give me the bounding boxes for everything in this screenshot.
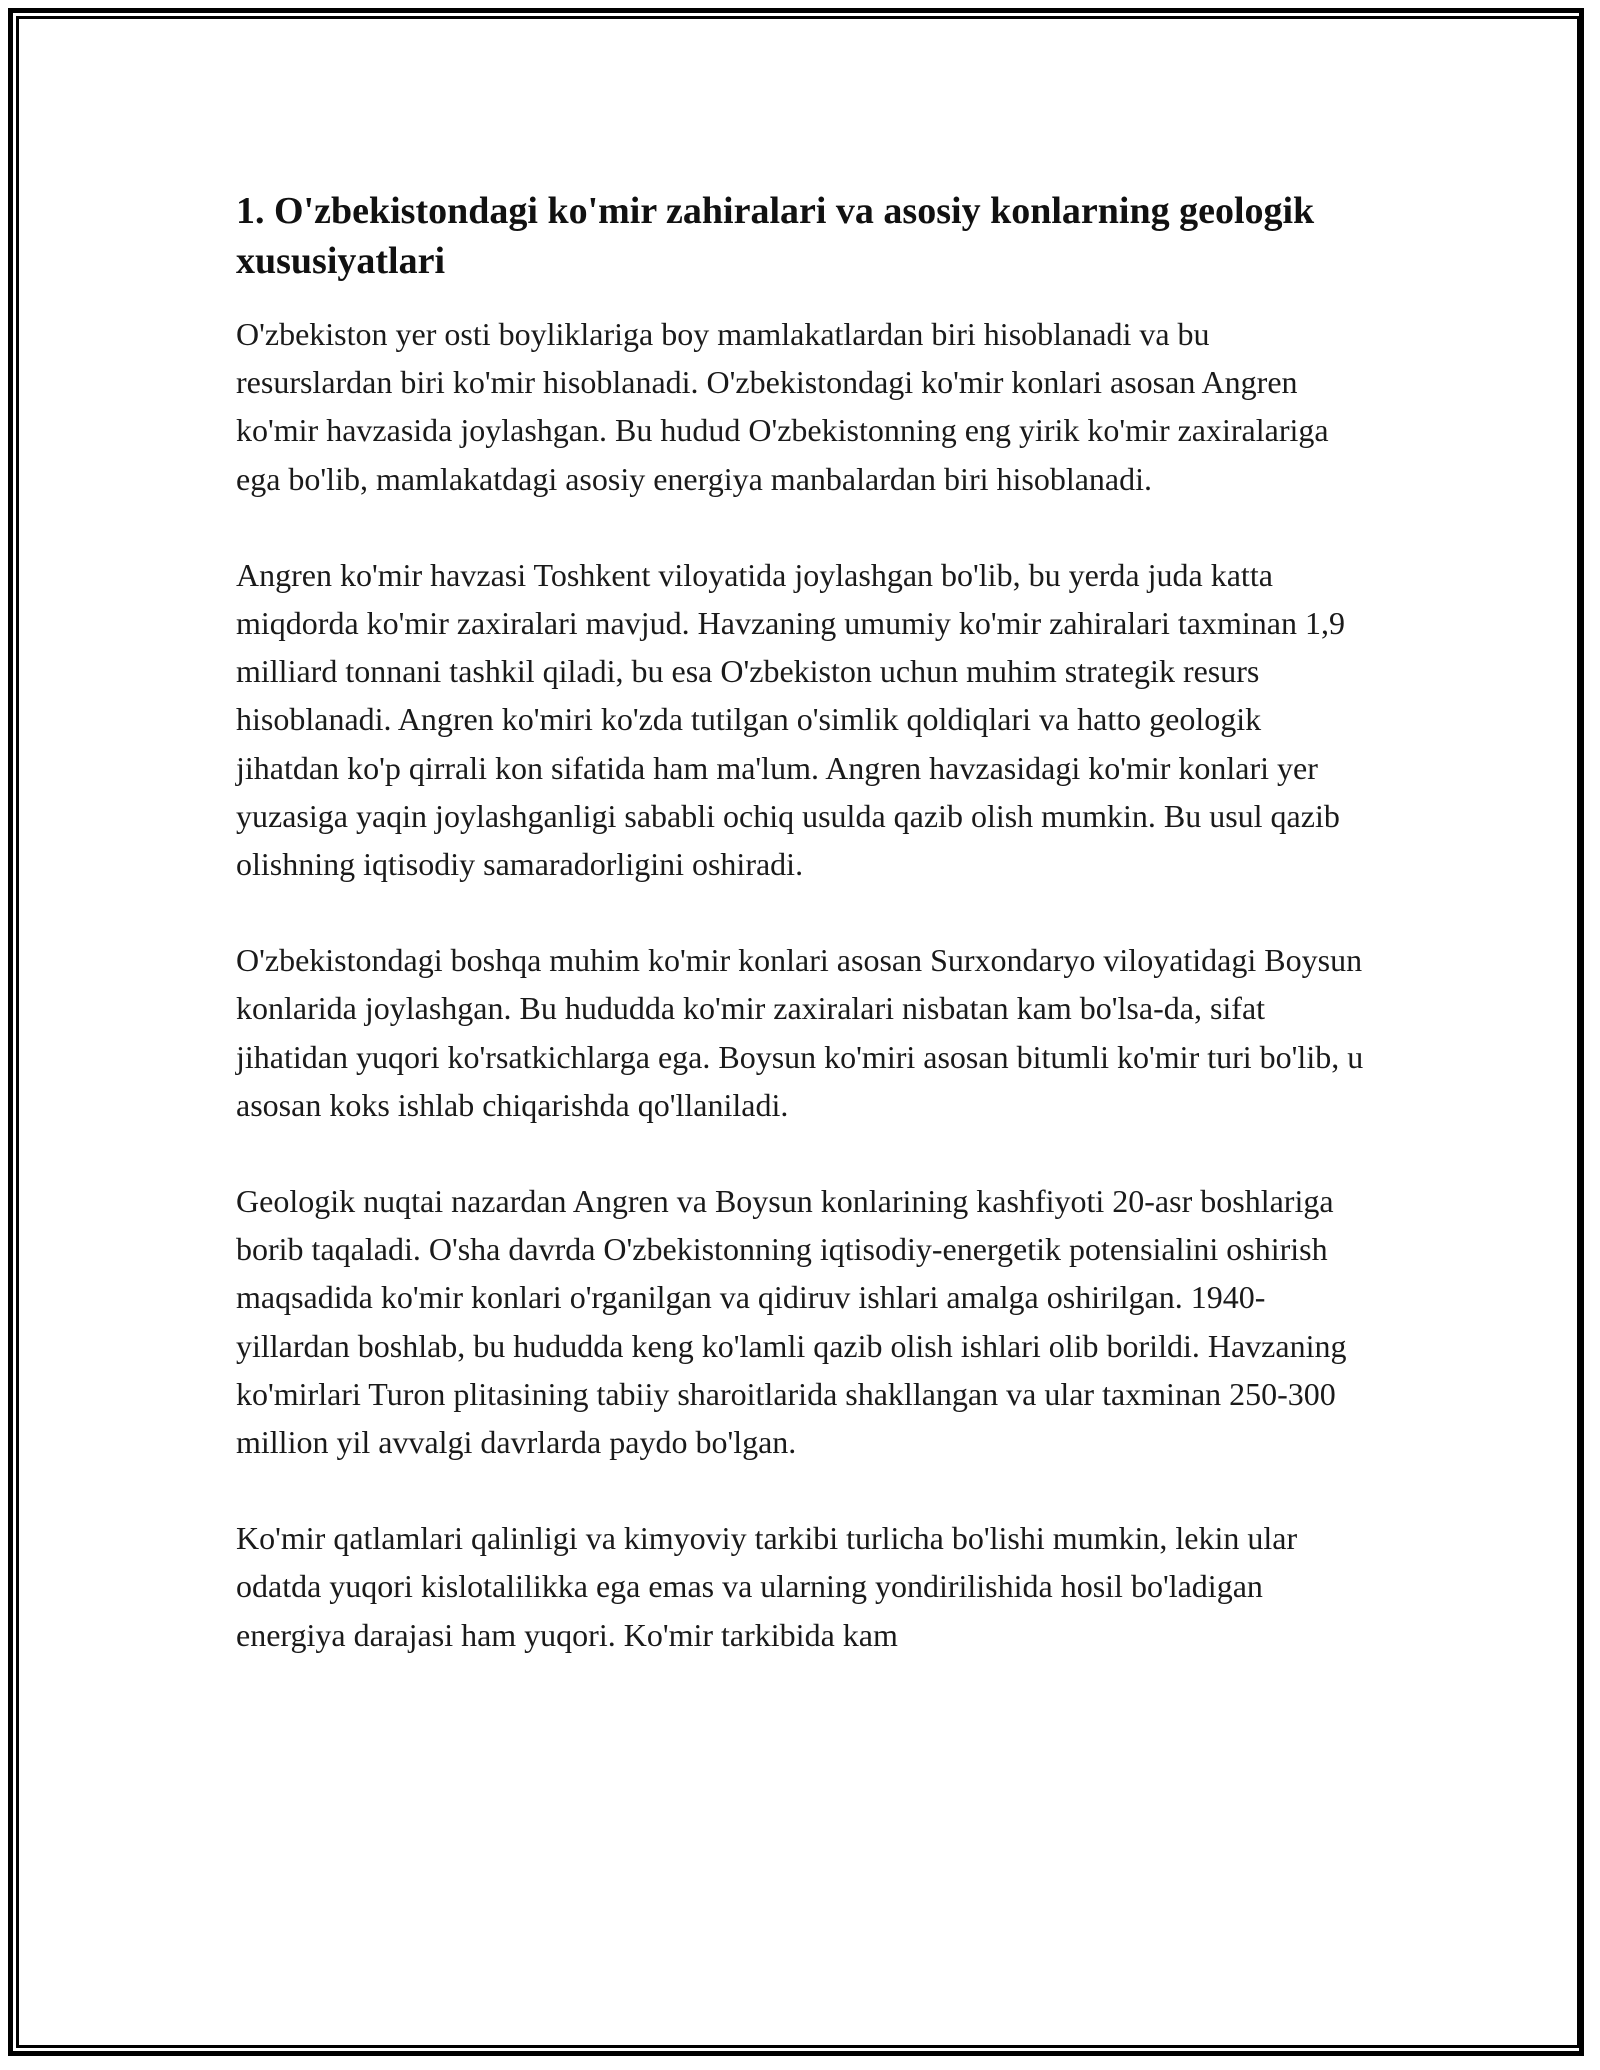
paragraph-4: Geologik nuqtai nazardan Angren va Boysun konlarining kashfiyoti 20-asr boshlariga borib taqaladi. O'sha davrda O'zbekistonning iqtisodiy-energetik potensialini oshirish maqsadida ko'mir konlari o'rganilgan va qidiruv ishlari amalga oshirilgan. 1940-yillardan boshlab, bu hududda keng ko'lamli qazib olish ishlari olib borildi. Havzaning ko'mirlari Turon plitasining tabiiy sharoitlarida shakllangan va ular taxminan 250-300 million yil avvalgi davrlarda paydo bo'lgan.	[236, 1183, 1347, 1461]
paragraph-1: O'zbekiston yer osti boyliklariga boy mamlakatlardan biri hisoblanadi va bu resurslardan biri ko'mir hisoblanadi. O'zbekistondagi ko'mir konlari asosan Angren ko'mir havzasida joylashgan. Bu hudud O'zbekistonning eng yirik ko'mir zaxiralariga ega bo'lib, mamlakatdagi asosiy energiya manbalardan biri hisoblanadi.	[236, 316, 1329, 497]
document-body	[236, 186, 1366, 1707]
section-title: 1. O'zbekistondagi ko'mir zahiralari va asosiy konlarning geologik xususiyatlari	[236, 190, 1315, 282]
paragraph-3: O'zbekistondagi boshqa muhim ko'mir konlari asosan Surxondaryo viloyatidagi Boysun konlarida joylashgan. Bu hududda ko'mir zaxiralari nisbatan kam bo'lsa-da, sifat jihatidan yuqori ko'rsatkichlarga ega. Boysun ko'miri asosan bitumli ko'mir turi bo'lib, u asosan koks ishlab chiqarishda qo'llaniladi.	[236, 942, 1364, 1123]
paragraph-2: Angren ko'mir havzasi Toshkent viloyatida joylashgan bo'lib, bu yerda juda katta miqdorda ko'mir zaxiralari mavjud. Havzaning umumiy ko'mir zahiralari taxminan 1,9 milliard tonnani tashkil qiladi, bu esa O'zbekiston uchun muhim strategik resurs hisoblanadi. Angren ko'miri ko'zda tutilgan o'simlik qoldiqlari va hatto geologik jihatdan ko'p qirrali kon sifatida ham ma'lum. Angren havzasidagi ko'mir konlari yer yuzasiga yaqin joylashganligi sababli ochiq usulda qazib olish mumkin. Bu usul qazib olishning iqtisodiy samaradorligini oshiradi.	[236, 556, 1345, 883]
paragraph-5: Ko'mir qatlamlari qalinligi va kimyoviy tarkibi turlicha bo'lishi mumkin, lekin ular odatda yuqori kislotalilikka ega emas va ularning yondirilishida hosil bo'ladigan energiya darajasi ham yuqori. Ko'mir tarkibida kam	[236, 1520, 1298, 1653]
